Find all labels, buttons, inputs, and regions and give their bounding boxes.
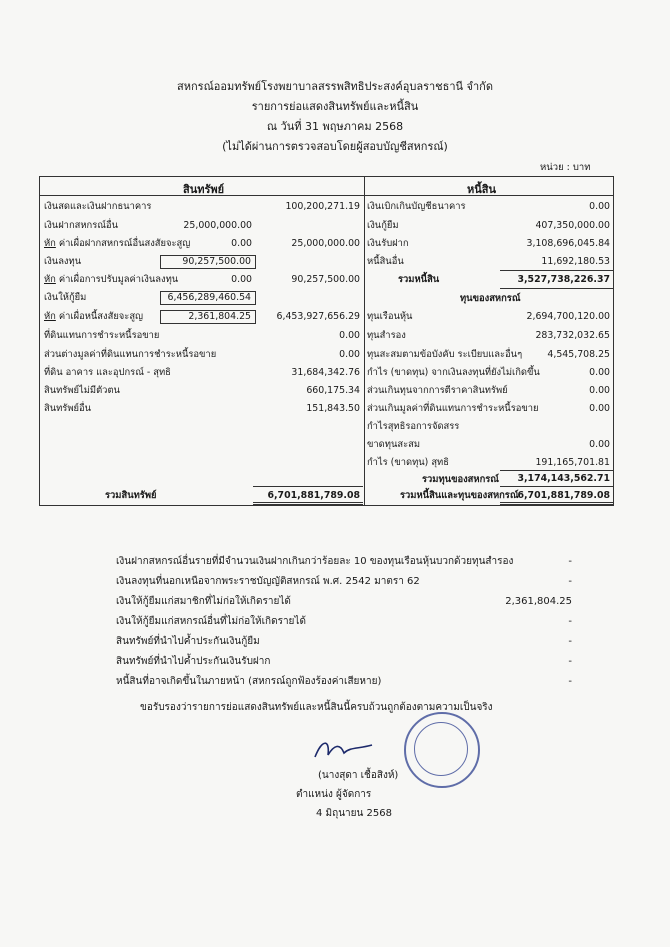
signature-date: 4 มิถุนายน 2568 — [316, 808, 392, 819]
asset-subvalue: 0.00 — [231, 274, 252, 285]
equity-label: กำไรสุทธิรอการจัดสรร — [367, 421, 460, 432]
signer-name: (นางสุดา เชื้อสิงห์) — [318, 770, 399, 781]
asset-subvalue: 90,257,500.00 — [160, 255, 256, 269]
total-liabilities-value: 3,527,738,226.37 — [517, 274, 610, 285]
deduct-prefix: หัก — [44, 238, 56, 249]
note-label: สินทรัพย์ที่นำไปค้ำประกันเงินกู้ยืม — [116, 636, 260, 647]
signer-position: ตำแหน่ง ผู้จัดการ — [296, 789, 372, 800]
asset-subvalue: 0.00 — [231, 238, 252, 249]
asset-value: 31,684,342.76 — [291, 367, 360, 378]
asset-label: สินทรัพย์อื่น — [44, 403, 92, 414]
asset-label: เงินลงทุน — [44, 256, 82, 267]
grand-total-value: 6,701,881,789.08 — [517, 490, 610, 501]
asset-label — [44, 311, 143, 323]
liability-value: 11,692,180.53 — [541, 256, 610, 267]
liability-label: เงินกู้ยืม — [367, 220, 399, 231]
equity-label: ทุนสำรอง — [367, 330, 406, 341]
asset-label: เงินฝากสหกรณ์อื่น — [44, 220, 118, 231]
total-equity-value: 3,174,143,562.71 — [517, 473, 610, 484]
equity-label: ขาดทุนสะสม — [367, 439, 421, 450]
signature-scribble — [310, 735, 380, 765]
asset-label-text: ค่าเผื่อการปรับมูลค่าเงินลงทุน — [55, 274, 179, 285]
asset-value: 0.00 — [339, 349, 360, 360]
equity-value: 0.00 — [589, 367, 610, 378]
certification-text: ขอรับรองว่ารายการย่อแสดงสินทรัพย์และหนี้สินนี้ครบถ้วนถูกต้องตามความเป็นจริง — [140, 702, 493, 713]
equity-value: 283,732,032.65 — [535, 330, 610, 341]
equity-value: 0.00 — [589, 385, 610, 396]
report-title: รายการย่อแสดงสินทรัพย์และหนี้สิน — [251, 100, 419, 113]
equity-label: ทุนเรือนหุ้น — [367, 311, 413, 322]
equity-label: ทุนสะสมตามข้อบังคับ ระเบียบและอื่นๆ — [367, 349, 523, 360]
equity-label: ส่วนเกินทุนจากการตีราคาสินทรัพย์ — [367, 385, 508, 396]
total-equity-label: รวมทุนของสหกรณ์ — [422, 474, 499, 485]
deduct-prefix: หัก — [44, 311, 56, 322]
liability-value: 0.00 — [589, 201, 610, 212]
asset-label-text: ค่าเผื่อฝากสหกรณ์อื่นสงสัยจะสูญ — [55, 238, 191, 249]
note-value: 2,361,804.25 — [505, 596, 572, 607]
liability-label: เงินเบิกเกินบัญชีธนาคาร — [367, 201, 466, 212]
asset-subvalue: 6,456,289,460.54 — [160, 291, 256, 305]
asset-value: 660,175.34 — [306, 385, 360, 396]
note-label: เงินฝากสหกรณ์อื่นรายที่มีจำนวนเงินฝากเกินกว่าร้อยละ 10 ของทุนเรือนหุ้นบวกด้วยทุนสำรอง — [116, 556, 514, 567]
equity-label: ส่วนเกินมูลค่าที่ดินแทนการชำระหนี้รอขาย — [367, 403, 539, 414]
equity-heading: ทุนของสหกรณ์ — [460, 293, 521, 304]
equity-value: 4,545,708.25 — [547, 349, 610, 360]
equity-value: 2,694,700,120.00 — [526, 311, 610, 322]
equity-value: 0.00 — [589, 439, 610, 450]
total-assets-label: รวมสินทรัพย์ — [105, 490, 157, 501]
equity-value: 0.00 — [589, 403, 610, 414]
equity-label: กำไร (ขาดทุน) สุทธิ — [367, 457, 449, 468]
asset-label: ที่ดินแทนการชำระหนี้รอขาย — [44, 330, 160, 341]
assets-heading: สินทรัพย์ — [183, 183, 225, 196]
note-value: - — [568, 556, 572, 567]
report-date: ณ วันที่ 31 พฤษภาคม 2568 — [266, 120, 404, 133]
asset-value: 90,257,500.00 — [291, 274, 360, 285]
note-label: เงินลงทุนที่นอกเหนือจากพระราชบัญญัติสหกรณ์ พ.ศ. 2542 มาตรา 62 — [116, 576, 420, 587]
asset-label: เงินสดและเงินฝากธนาคาร — [44, 201, 152, 212]
audit-note: (ไม่ได้ผ่านการตรวจสอบโดยผู้สอบบัญชีสหกรณ์) — [222, 140, 448, 153]
liabilities-heading: หนี้สิน — [467, 183, 497, 196]
asset-label-text: ค่าเผื่อหนี้สงสัยจะสูญ — [55, 311, 144, 322]
asset-label: สินทรัพย์ไม่มีตัวตน — [44, 385, 120, 396]
grand-total-label: รวมหนี้สินและทุนของสหกรณ์ — [400, 490, 519, 501]
asset-subvalue: 25,000,000.00 — [183, 220, 252, 231]
liability-label: เงินรับฝาก — [367, 238, 409, 249]
liability-label: หนี้สินอื่น — [367, 256, 404, 267]
note-label: เงินให้กู้ยืมแก่สหกรณ์อื่นที่ไม่ก่อให้เกิดรายได้ — [116, 616, 306, 627]
unit-label: หน่วย : บาท — [540, 162, 591, 173]
note-value: - — [568, 656, 572, 667]
cooperative-seal — [404, 712, 480, 788]
note-value: - — [568, 676, 572, 687]
asset-value: 25,000,000.00 — [291, 238, 360, 249]
total-assets-value: 6,701,881,789.08 — [267, 490, 360, 501]
note-label: เงินให้กู้ยืมแก่สมาชิกที่ไม่ก่อให้เกิดรายได้ — [116, 596, 291, 607]
note-label: สินทรัพย์ที่นำไปค้ำประกันเงินรับฝาก — [116, 656, 271, 667]
asset-label: ที่ดิน อาคาร และอุปกรณ์ - สุทธิ — [44, 367, 171, 378]
org-name: สหกรณ์ออมทรัพย์โรงพยาบาลสรรพสิทธิประสงค์อุบลราชธานี จำกัด — [177, 80, 493, 93]
total-liabilities-label: รวมหนี้สิน — [398, 274, 440, 285]
equity-label: กำไร (ขาดทุน) จากเงินลงทุนที่ยังไม่เกิดขึ้น — [367, 367, 540, 378]
asset-value: 0.00 — [339, 330, 360, 341]
liability-value: 407,350,000.00 — [535, 220, 610, 231]
asset-label: เงินให้กู้ยืม — [44, 292, 87, 303]
note-value: - — [568, 636, 572, 647]
asset-value: 6,453,927,656.29 — [276, 311, 360, 322]
note-label: หนี้สินที่อาจเกิดขึ้นในภายหน้า (สหกรณ์ถูกฟ้องร้องค่าเสียหาย) — [116, 676, 382, 687]
table-divider — [364, 176, 365, 506]
deduct-prefix: หัก — [44, 274, 56, 285]
asset-label — [44, 274, 178, 286]
note-value: - — [568, 616, 572, 627]
asset-subvalue: 2,361,804.25 — [160, 310, 256, 324]
equity-value: 191,165,701.81 — [535, 457, 610, 468]
asset-value: 100,200,271.19 — [285, 201, 360, 212]
asset-label: ส่วนต่างมูลค่าที่ดินแทนการชำระหนี้รอขาย — [44, 349, 217, 360]
table-header-rule — [39, 195, 614, 196]
note-value: - — [568, 576, 572, 587]
asset-value: 151,843.50 — [306, 403, 360, 414]
liability-value: 3,108,696,045.84 — [526, 238, 610, 249]
